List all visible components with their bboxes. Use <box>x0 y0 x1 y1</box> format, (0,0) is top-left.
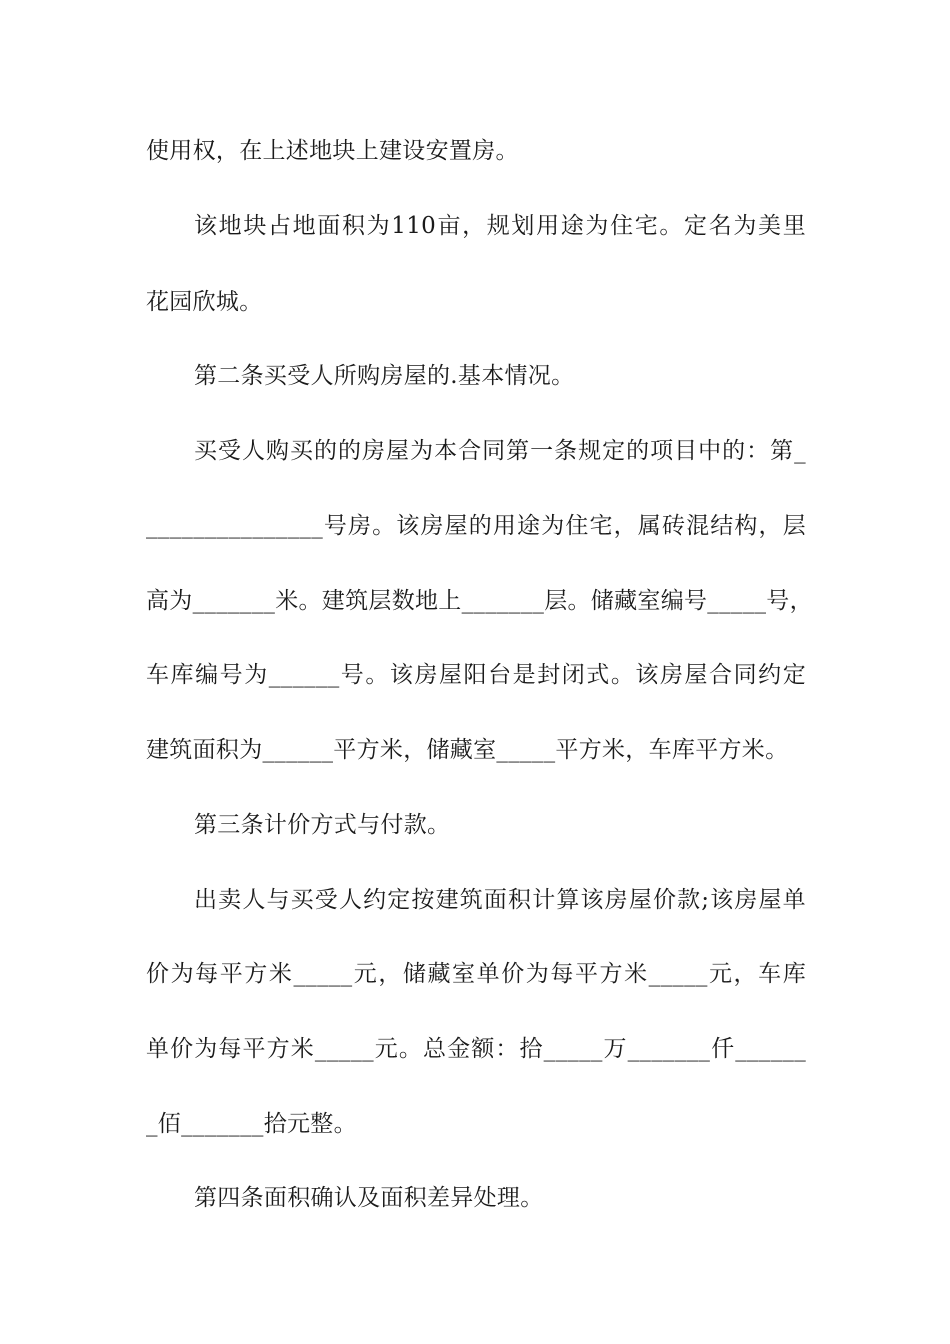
text-line-8: 车库编号为______号。该房屋阳台是封闭式。该房屋合同约定 <box>146 662 806 688</box>
text-line-12: 价为每平方米_____元，储藏室单价为每平方米_____元，车库 <box>146 961 806 987</box>
text-line-5: 买受人购买的的房屋为本合同第一条规定的项目中的：第_ <box>194 438 806 464</box>
text-line-6: _______________号房。该房屋的用途为住宅，属砖混结构，层 <box>146 513 806 539</box>
text-line-11: 出卖人与买受人约定按建筑面积计算该房屋价款;该房屋单 <box>194 887 806 913</box>
text-line-7: 高为_______米。建筑层数地上_______层。储藏室编号_____号， <box>146 588 813 614</box>
text-line-9: 建筑面积为______平方米，储藏室_____平方米，车库平方米。 <box>146 737 789 763</box>
text-line-4: 第二条买受人所购房屋的.基本情况。 <box>194 363 575 389</box>
text-line-14: _佰_______拾元整。 <box>146 1111 357 1137</box>
text-line-10: 第三条计价方式与付款。 <box>194 812 451 838</box>
text-line-3: 花园欣城。 <box>146 289 263 315</box>
text-line-2: 该地块占地面积为110亩，规划用途为住宅。定名为美里 <box>194 213 806 239</box>
text-line-1: 使用权，在上述地块上建设安置房。 <box>146 138 519 164</box>
text-line-15: 第四条面积确认及面积差异处理。 <box>194 1185 544 1211</box>
text-line-13: 单价为每平方米_____元。总金额：拾_____万_______仟______ <box>146 1036 806 1062</box>
